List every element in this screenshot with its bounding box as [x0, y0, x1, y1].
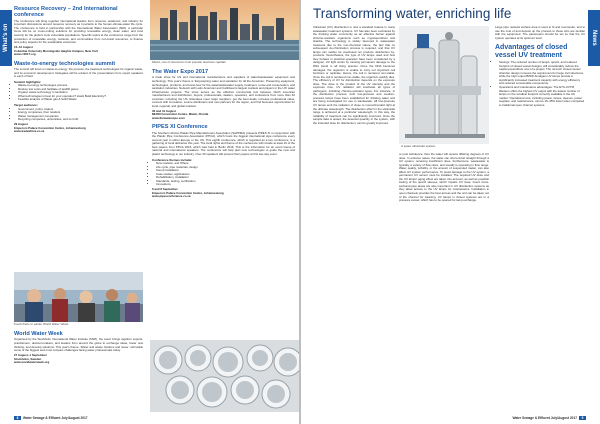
bullet-list — [152, 162, 295, 187]
bullet-list — [14, 108, 143, 122]
page-footer — [14, 416, 88, 420]
list-item: • Life cycle, pipe materials, design — [156, 166, 295, 170]
article-body: The Southern African Plastic Pipe Manufacturers Association (SAPPMA) presents PIPES XI in conjunction with the Plastic Pipe Conference Association (PPCA), which hosts the biggest international pipe conference every second year in either Europe or the US. This eighth conference, which is regarded as a key conference, is a gathering of local deliveries this year. The local rights and theme of the conference will include at least 16 of the best papers from PPCA 2016, which was held in Berlin 2016. This is the information for an event lineup of national and international speakers. The conference will help plan new technologies to guide the new and plastic technology in our industry. Over 30 speakers will present their papers at this two-day event. — [152, 130, 295, 157]
list-item: • Reduce low costs and facilitate of landfill gases — [18, 88, 143, 92]
event-website-link[interactable]: www.worldwaterweek.org — [14, 360, 50, 365]
page-number: 8 — [14, 416, 21, 420]
list-item: • Waste management companies — [18, 115, 143, 119]
page-number: 9 — [579, 416, 586, 420]
uv-system-photo — [399, 26, 489, 144]
city-skyline-photo — [150, 0, 299, 60]
list-item: • Organic waste technology in sanitation — [18, 91, 143, 95]
bullet-list — [495, 61, 585, 107]
article-heading-world-water-week: World Water Week — [14, 331, 63, 337]
article-body: The summit will focus on waste-to-energy: the process, the treatment technologies for organic waste, and its economic development. Delegates will be evident of the presentations from expert speakers in each of field. — [14, 67, 144, 79]
article-body: Organised by the Stockholm International Water Institute (SIWI), the event brings together experts, practitioners, decision-makers, and leaders from around the globe to exchange ideas, foster new thinking, and develop solutions. This year's theme, 'Water and waste: Reduce and reuse', will tackle some of the biggest and most complex challenges facing water professionals today. — [14, 337, 143, 353]
section-heading-advantages: Advantages of closed vessel UV treatment — [495, 44, 568, 60]
list-item: • Recycling companies, universities, and so forth. — [18, 118, 143, 122]
section-tab-label: What's on — [3, 23, 9, 53]
article-heading-water-expo: The Water Expo 2017 — [152, 69, 209, 75]
section-tab-whats-on — [0, 10, 12, 66]
article-body: or post turbulence, then the water will receive differing degrees of UV dose. In extreme cases, the water can short-circuit straight through a UV system, receiving insufficient dose. Furthermore, wastewater is typically a variety of flow rates, and usually is operating in flow range. Water quality, turbidity, or the amount of suspended matter, can also affect UV system performance. To avoid damage to the UV system, a permanent UV sensor must be installed. The required UV dose and the UV lamps' aging effect are taken into account, as well as possible fouling of the quartz sleeves, which impairs UV dose. Good cross-sectional pipe areas are also important in UV disinfection systems as they allow access to the UV lamps for maintenance. Installation in open channels provides the best access and the unit can be taken out of the channel for cleaning. UV lamps in closed systems are in a pressure vessel, which has to be opened for lamp exchange. — [399, 152, 489, 203]
subheading: Conference themes include: — [152, 157, 193, 162]
photo-caption: Miami, one of America's most popular business capitals. — [152, 60, 227, 64]
bullet-list — [14, 84, 143, 102]
list-item: • New markets, and Where — [156, 162, 295, 166]
article-heading-pipes-xi: PIPES XI Conference — [152, 124, 208, 131]
list-item: • Innovations — [156, 183, 295, 187]
list-item: • Feasible analysis of Waste gas & Solid Waste — [18, 98, 143, 102]
event-photo-people — [14, 272, 143, 322]
article-body: The conference will bring together international leaders from resource, academic, and industry for important discussions around resource recovery as it pertains to the human-climate-water life cycle. The conference is held in partnership with the International Water Association (IWA). A particular focus will be on cross-cutting solutions for providing renewable energy, clean water, and food security for the globe's most vulnerable populations. Specific topics at the conference range from the production of renewable energy, nutrients, and commodities from non-fossil resources, to finance and policy aspects for the sustainable enterprise. — [14, 18, 143, 45]
photo-caption: A spare ultraviolet system. — [401, 144, 437, 148]
article-title: Transforming water, enriching life — [313, 6, 512, 21]
list-item: • Waste-to-energy technologies process — [18, 84, 143, 88]
event-website-link[interactable]: www.thewaterexpo.com — [152, 115, 185, 120]
publication-name: Water Sewage & Effluent July/August 2017 — [512, 416, 577, 420]
event-date: 27 August–1 September — [14, 353, 47, 358]
right-page — [301, 0, 600, 424]
event-venue: Columbia University Morningside Heights Campus, New York — [14, 48, 99, 53]
subheading: Target audience: — [14, 103, 38, 108]
article-heading-waste-to-energy: Waste-to-energy technologies summit — [14, 60, 116, 67]
left-column-2 — [152, 69, 295, 199]
event-website-link[interactable]: www.rr2017.org — [14, 52, 36, 57]
list-item: • Energy companies, their retailers — [18, 111, 143, 115]
left-column-1-bottom — [14, 331, 143, 365]
list-item: • What technologies is best for your operation? Howit Build Electricity? — [18, 95, 143, 99]
article-heading-resource-recovery: Resource Recovery – 2nd International conference — [14, 6, 118, 19]
list-item: • Government, policy makers — [18, 108, 143, 112]
event-venue: Emperors Palace Convention Centre, Johannesburg — [14, 125, 86, 130]
section-tab-label: News — [591, 30, 597, 46]
list-item: • Operations and maintenance advantages: The ETS-UVTM Wedeco offers the highest UV output with the lowest number of lamps on the smallest footprint currently available in the UK market. Operational cost, including power, lamps, sleeves, power supplies, and maintenance, can be 15–35% lower when compared to traditional open channel systems. — [499, 86, 585, 107]
subheading: Summit highlights: — [14, 79, 42, 84]
right-column-2 — [399, 153, 489, 203]
event-date: 30 and 31 August — [152, 108, 176, 113]
left-column-1 — [14, 6, 143, 134]
event-website-link[interactable]: www.pipesconference.co.za — [152, 194, 191, 199]
page-footer — [512, 416, 586, 420]
list-item: • Standards, testing, certification — [156, 180, 295, 184]
event-venue: Emperors Palace Convention Centre, Johannesburg — [152, 190, 224, 195]
list-item: • Case studies, applications — [156, 173, 295, 177]
event-date: 10–13 August — [14, 45, 33, 50]
event-venue: MIAMI Convention Centre, Miami, Florida — [152, 112, 209, 117]
event-website-link[interactable]: www.tradeafrica.co.za — [14, 129, 45, 134]
photo-caption: Fresh finds on earlier World Water Week. — [14, 322, 69, 326]
list-item: • Savings: The reduced number of lamps, quartz, and reduced footprint of closed vessel designs, will considerably reduce the capital expenditure cost of a project. The 'air-lock' closed vessel chamber design removes the requirement for large civil structures, while the high output BINW Amalgam UV lamps provide a significantly increased treatment capacity with energy efficiency and reduced consumable components. — [499, 61, 585, 86]
article-body: Large pipe network surface area is used to fit and recompute, and to use the cost of and deposit up the process to those who are familiar with the equipment. The parameters should be set so that the UV system operates at its optimum level. — [495, 25, 585, 40]
right-column-3 — [495, 26, 585, 107]
article-body: A trade show for US and international manufacturers and suppliers of water/wastewater equipment and technology. This year's theme is 'Empowering water and sanitation for all the Americas'. Presenting equipment, technologies, products, and know-how for the water/wastewater supply, treatment, reuse and conservation, and sanitation industries. Network with Latin American and Caribbean's largest markets and players in the US' water infrastructure projects. The show serves as the effective commercial tool between North American manufacturers and distributors, buyers, professionals, dealers, operators, and contractors from more than 40 countries, including the US. Attendees meet major suppliers, get the best deals, increase professional value, connect with innovation, source distributors and new partners for the region, and find business opportunities for local, regional, and global markets. — [152, 75, 295, 108]
list-item: • Rehabilitation, installation — [156, 176, 295, 180]
event-venue: Stockholm, Sweden — [14, 356, 42, 361]
publication-name: Water Sewage & Effluent July/August 2017 — [23, 416, 88, 420]
event-date: 6 and 8 September — [152, 187, 178, 192]
article-body: Ultraviolet (UV) disinfection is now a standard feature in many wastewater treatment systems. UV has also been embraced by the drinking water community as an effective barrier against chlorine-resistant organisms such as cryptosporidium and Giardia. The technology is widely favoured in wastewater treatment due to the non-chemical nature, the fact that no subsequent de-chlorination process is required, and that UV lamps can neither be overdosed nor produce disinfection by-products. Nevertheless, the type of UV lamps used and how they behave in practical operation have been considered by a designer. UV light works by causing permanent damage to the DNA found in all living species. Once the DNA becomes damaged, the organism is unable to carry out important cell functions or replicate. Hence, the cell is rendered non-viable. Once the cell is rendered non-viable, the organism quickly dies. The efficiency of UV for disinfection depends on the exposure dose. The dose is the product of the UV intensity and the exposure time. UV radiation will inactivate all types of pathogens, including chlorine-resistant types. For instance, in the disinfection process, both low-pressure and medium-pressure lamps have been established for drinking water and are being investigated for use in wastewater. All low-pressure UV lamps emit the radiation of close to monochromatic light at the ultimate wavelength. The disinfection effect in the ultraviolet range is achieved at a particular wavelength. In this way, the reliability of treatment can be significantly improved. Once the sample data is tested, the detected quantity in the system, with the intended dose for disinfection, can be greatly improved. — [313, 25, 395, 125]
section-tab-news — [588, 10, 600, 66]
plastic-pipes-photo — [150, 340, 299, 412]
event-date: 29 August — [14, 122, 28, 127]
list-item: • Sound installation — [156, 169, 295, 173]
right-column-1 — [313, 26, 395, 125]
left-page — [0, 0, 299, 424]
